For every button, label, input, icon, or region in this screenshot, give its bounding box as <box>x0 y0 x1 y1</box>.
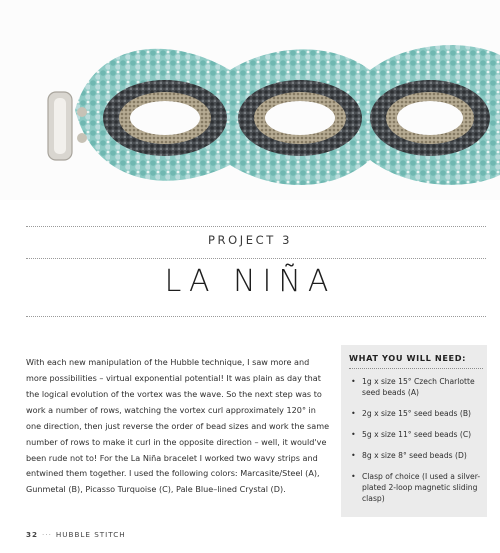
bullet-icon: • <box>351 430 356 439</box>
project-label: PROJECT 3 <box>207 233 293 247</box>
materials-item: • 5g x size 11° seed beads (C) <box>351 430 472 439</box>
materials-title: WHAT YOU WILL NEED: <box>349 353 483 369</box>
divider-middle <box>26 258 486 259</box>
page-title: LA NIÑA <box>164 264 336 299</box>
intro-paragraph: With each new manipulation of the Hubble technique, I saw more and more possibilities – virtual exponential potential! It was plain as day that the logical evolution of the vortex was the wave. So the next step was to work a number of rows, watching the vortex curl approximately 120° in one direction, then just reverse the order of bead sizes and work the same number of rows to make it curl in the opposite direction – well, it would've been rude not to! For the La Niña bracelet I worked two wavy strips and entwined them together. I used the following colors: Marcasite/Steel (A), Gunmetal (B), Picasso Turquoise (C), Pale Blue–lined Crystal (D). <box>26 357 330 495</box>
bracelet-opening-right <box>397 101 463 135</box>
divider-top <box>26 226 486 227</box>
bullet-icon: • <box>351 472 356 481</box>
bracelet-opening-left <box>130 101 200 135</box>
page-number: 32 <box>26 530 39 539</box>
bullet-icon: • <box>351 451 356 460</box>
materials-item: • 2g x size 15° seed beads (B) <box>351 409 471 418</box>
materials-item: • Clasp of choice (I used a silver-plated 2-loop magnetic sliding clasp) <box>351 472 481 503</box>
footer-separator: ··· <box>42 530 52 539</box>
footer-section: HUBBLE STITCH <box>55 530 126 539</box>
bracelet-opening-middle <box>265 101 335 135</box>
page-footer <box>26 530 126 539</box>
bullet-icon: • <box>351 409 356 418</box>
materials-item: • 8g x size 8° seed beads (D) <box>351 451 467 460</box>
materials-list <box>349 376 483 514</box>
materials-item: • 1g x size 15° Czech Charlotte seed beads (A) <box>351 377 475 397</box>
bullet-icon: • <box>351 377 356 386</box>
divider-bottom <box>26 316 486 317</box>
bracelet-photo <box>0 0 500 200</box>
bracelet-illustration <box>0 0 500 200</box>
